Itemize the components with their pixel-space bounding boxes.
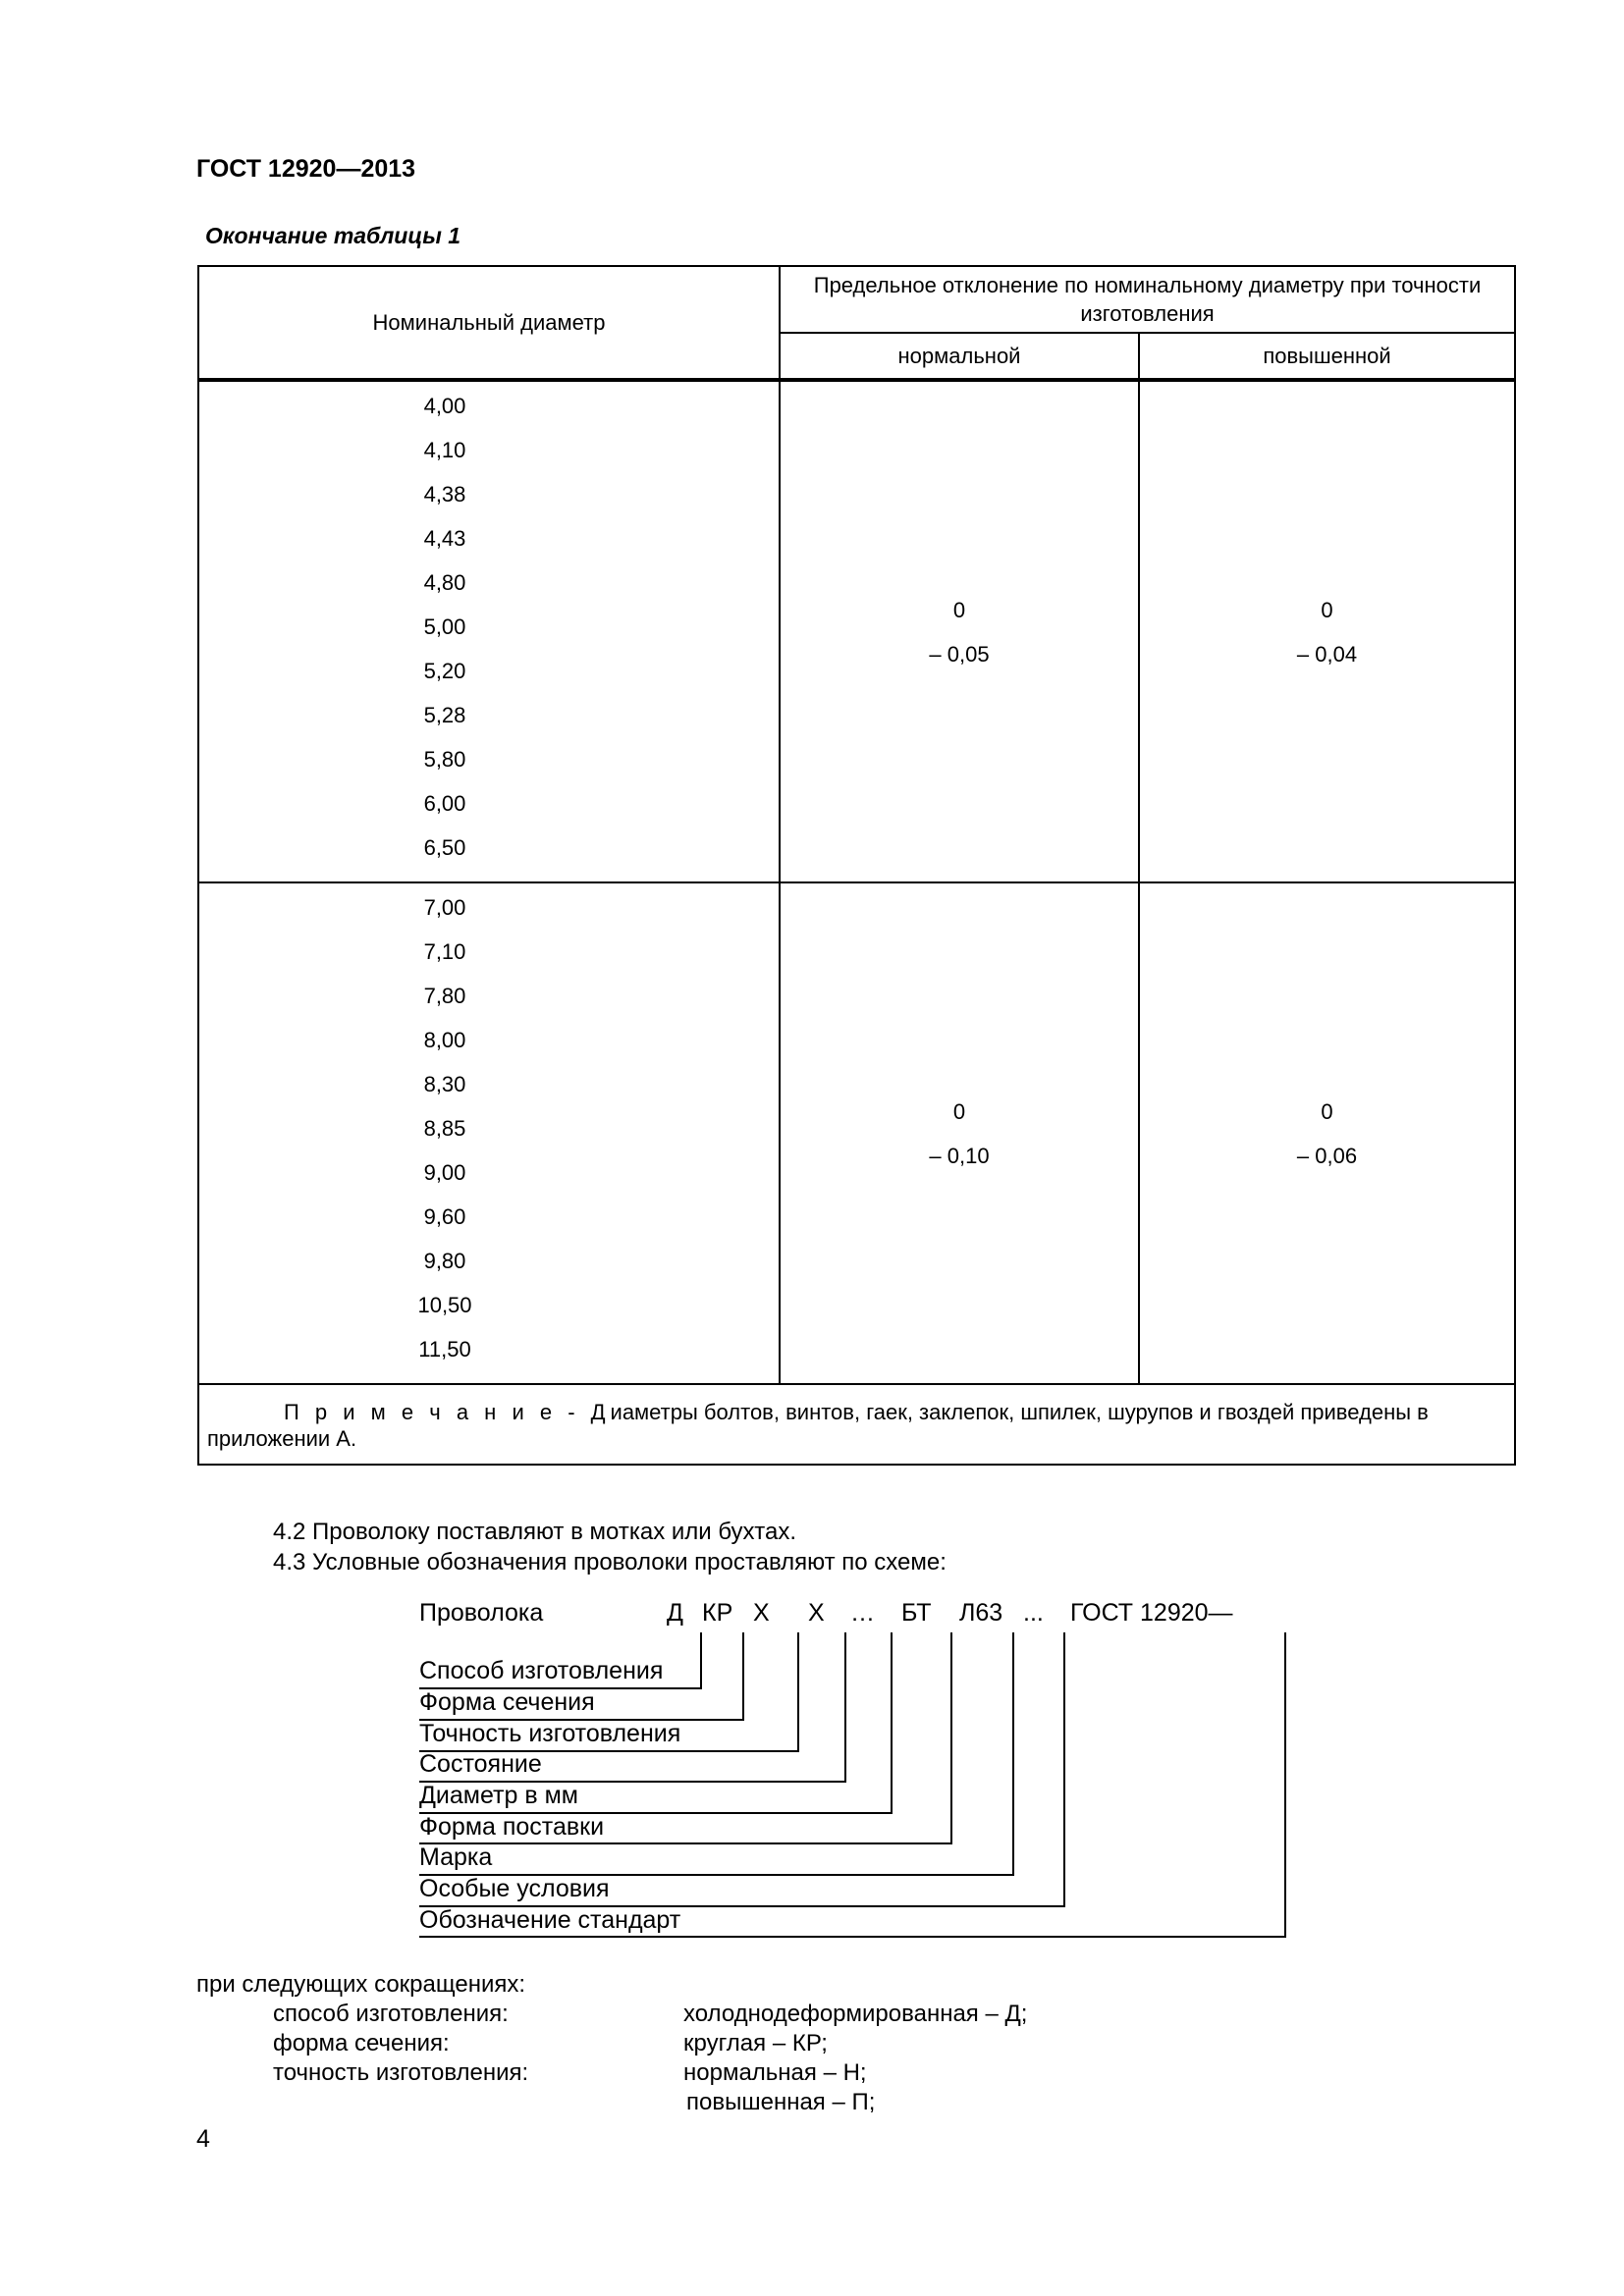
note-text: иаметры болтов, винтов, гаек, заклепок, шпилек, шурупов и гвоздей приведены в приложении А. bbox=[207, 1400, 1429, 1451]
paragraph-4-3: 4.3 Условные обозначения проволоки проставляют по схеме: bbox=[273, 1549, 947, 1575]
scheme-connector bbox=[891, 1632, 893, 1812]
scheme-connector bbox=[419, 1687, 702, 1689]
scheme-connector bbox=[1012, 1632, 1014, 1874]
scheme-connector bbox=[1063, 1632, 1065, 1905]
diameter-value: 8,30 bbox=[423, 1072, 466, 1096]
diameter-value: 4,43 bbox=[423, 526, 466, 551]
scheme-connector bbox=[419, 1812, 893, 1814]
scheme-label: Точность изготовления bbox=[419, 1720, 681, 1747]
diameter-value: 7,80 bbox=[423, 984, 466, 1008]
normal-tolerance-cell bbox=[780, 882, 1139, 1384]
scheme-label: Способ изготовления bbox=[419, 1657, 664, 1684]
diameter-value: 9,80 bbox=[423, 1249, 466, 1273]
scheme-connector bbox=[419, 1874, 1014, 1876]
scheme-word: Проволока bbox=[419, 1599, 544, 1627]
scheme-label: Форма поставки bbox=[419, 1813, 605, 1841]
scheme-label: Особые условия bbox=[419, 1875, 610, 1902]
scheme-label: Марка bbox=[419, 1843, 493, 1871]
table-header-row bbox=[198, 266, 1515, 333]
header-normal-accuracy: нормальной bbox=[780, 333, 1139, 380]
scheme-connector bbox=[419, 1719, 744, 1721]
scheme-label: Диаметр в мм bbox=[419, 1782, 578, 1809]
high-tolerance-cell bbox=[1139, 882, 1515, 1384]
diameter-list bbox=[198, 380, 780, 882]
diameter-value: 5,00 bbox=[423, 614, 466, 639]
diameter-value: 10,50 bbox=[417, 1293, 472, 1317]
scheme-connector bbox=[797, 1632, 799, 1750]
diameter-value: 9,60 bbox=[423, 1204, 466, 1229]
abbreviation-value: повышенная – П; bbox=[686, 2089, 876, 2115]
scheme-connector bbox=[419, 1750, 799, 1752]
table-note-row bbox=[198, 1384, 1515, 1465]
paragraph-4-2: 4.2 Проволоку поставляют в мотках или бухтах. bbox=[273, 1519, 797, 1545]
header-nominal-diameter: Номинальный диаметр bbox=[198, 266, 780, 380]
tolerance-upper: 0 bbox=[952, 597, 966, 622]
abbreviation-value: нормальная – Н; bbox=[683, 2059, 867, 2086]
abbreviation-term: точность изготовления: bbox=[273, 2059, 529, 2086]
diameter-value: 4,38 bbox=[423, 482, 466, 507]
diameter-value: 5,28 bbox=[423, 703, 466, 727]
note-label: П р и м е ч а н и е - Д bbox=[284, 1400, 611, 1424]
tolerance-table bbox=[197, 265, 1516, 1466]
tolerance-lower: – 0,05 bbox=[929, 641, 990, 667]
tolerance-lower: – 0,04 bbox=[1296, 641, 1358, 667]
scheme-connector bbox=[700, 1632, 702, 1687]
table-row bbox=[198, 380, 1515, 882]
normal-tolerance-cell bbox=[780, 380, 1139, 882]
scheme-label: Форма сечения bbox=[419, 1688, 595, 1716]
page-number: 4 bbox=[196, 2125, 210, 2153]
abbreviation-value: круглая – КР; bbox=[683, 2030, 828, 2056]
diameter-value: 7,10 bbox=[423, 939, 466, 964]
diameter-value: 5,80 bbox=[423, 747, 466, 772]
scheme-code: Х bbox=[753, 1599, 770, 1627]
scheme-connector bbox=[419, 1842, 952, 1844]
diameter-value: 5,20 bbox=[423, 659, 466, 683]
diameter-value: 4,80 bbox=[423, 570, 466, 595]
tolerance-lower: – 0,06 bbox=[1296, 1143, 1358, 1168]
table-row bbox=[198, 882, 1515, 1384]
abbreviation-term: форма сечения: bbox=[273, 2030, 450, 2056]
diameter-value: 8,85 bbox=[423, 1116, 466, 1141]
diameter-value: 4,10 bbox=[423, 438, 466, 462]
scheme-code: ГОСТ 12920— bbox=[1070, 1599, 1233, 1627]
scheme-connector bbox=[950, 1632, 952, 1842]
diameter-value: 8,00 bbox=[423, 1028, 466, 1052]
diameter-value: 7,00 bbox=[423, 895, 466, 920]
scheme-code: Л63 bbox=[959, 1599, 1003, 1627]
abbreviations-intro: при следующих сокращениях: bbox=[196, 1971, 526, 1998]
scheme-connector bbox=[419, 1905, 1065, 1907]
tolerance-upper: 0 bbox=[952, 1098, 966, 1124]
diameter-value: 11,50 bbox=[418, 1337, 471, 1362]
scheme-code: БТ bbox=[901, 1599, 932, 1627]
scheme-connector bbox=[419, 1781, 846, 1783]
table-note bbox=[198, 1384, 1515, 1465]
scheme-code: Х bbox=[808, 1599, 825, 1627]
diameter-list bbox=[198, 882, 780, 1384]
scheme-label: Состояние bbox=[419, 1750, 542, 1778]
scheme-label: Обозначение стандарт bbox=[419, 1906, 681, 1934]
diameter-value: 6,50 bbox=[423, 835, 466, 860]
tolerance-upper: 0 bbox=[1321, 597, 1333, 622]
scheme-connector bbox=[1284, 1632, 1286, 1936]
scheme-code: Д bbox=[667, 1599, 683, 1627]
tolerance-lower: – 0,10 bbox=[929, 1143, 990, 1168]
header-high-accuracy: повышенной bbox=[1139, 333, 1515, 380]
scheme-connector bbox=[419, 1936, 1286, 1938]
table-caption: Окончание таблицы 1 bbox=[205, 223, 461, 248]
abbreviation-term: способ изготовления: bbox=[273, 2001, 509, 2027]
document-code: ГОСТ 12920—2013 bbox=[196, 155, 416, 183]
abbreviation-value: холоднодеформированная – Д; bbox=[683, 2001, 1028, 2027]
scheme-code: КР bbox=[702, 1599, 733, 1627]
high-tolerance-cell bbox=[1139, 380, 1515, 882]
scheme-connector bbox=[844, 1632, 846, 1781]
tolerance-upper: 0 bbox=[1321, 1098, 1333, 1124]
scheme-code: ... bbox=[1023, 1599, 1044, 1627]
diameter-value: 6,00 bbox=[423, 791, 466, 816]
header-limit-deviation: Предельное отклонение по номинальному диаметру при точности изготовления bbox=[780, 266, 1515, 333]
scheme-connector bbox=[742, 1632, 744, 1719]
diameter-value: 9,00 bbox=[423, 1160, 466, 1185]
scheme-code: … bbox=[850, 1599, 875, 1627]
diameter-value: 4,00 bbox=[423, 394, 466, 418]
